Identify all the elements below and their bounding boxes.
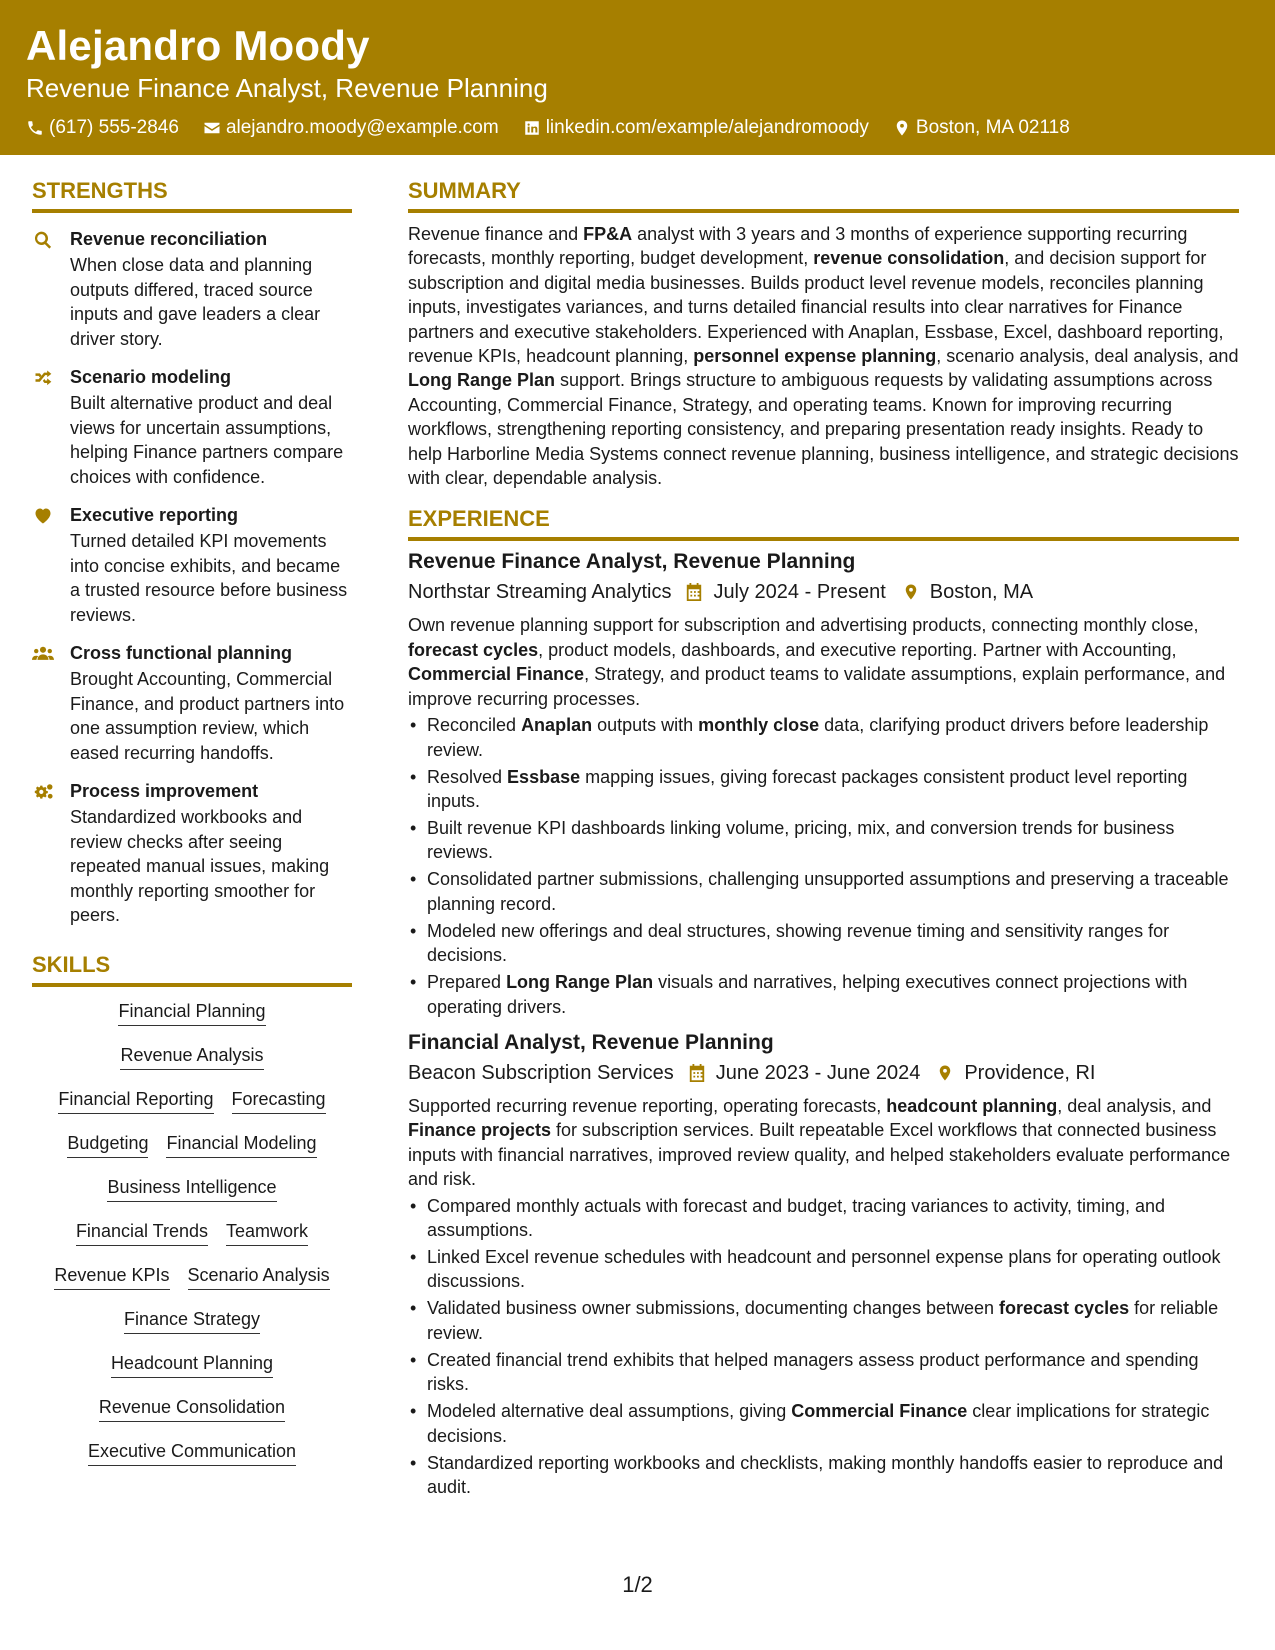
contact-location [893,116,1070,140]
skills-row [32,1263,352,1290]
skills-row [32,1395,352,1422]
skill-tag: Finance Strategy [124,1307,260,1334]
job-dates: June 2023 - June 2024 [715,1061,921,1084]
skill-tag: Executive Communication [88,1439,296,1466]
skill-tag: Financial Modeling [166,1131,316,1158]
strength-title: Process improvement [70,781,259,801]
phone-text: (617) 555-2846 [49,117,179,138]
text-run: Linked Excel revenue schedules with headcount and personnel expense plans for operating outlook discussions. [427,1246,1221,1292]
job-bullet [408,1451,1239,1500]
text-run: Modeled new offerings and deal structures, showing revenue timing and sensitivity ranges for decisions. [427,920,1170,966]
job-location: Boston, MA [929,581,1034,604]
job-description [408,613,1239,711]
job-bullet [408,970,1239,1019]
bold-text: revenue consolidation [813,248,1005,269]
strength-item [32,641,352,765]
job-bullet [408,1296,1239,1345]
skill-tag: Revenue KPIs [54,1263,169,1290]
text-run: Standardized reporting workbooks and checklists, making monthly handoffs easier to reproduce and audit. [427,1452,1224,1497]
skill-tag: Financial Trends [76,1219,208,1246]
skill-tag: Headcount Planning [111,1351,273,1378]
skills-row [32,1307,352,1334]
text-run: Validated business owner submissions, documenting changes between [427,1298,1000,1319]
linkedin-text: linkedin.com/example/alejandromoody [545,117,869,138]
job-entry [408,548,1239,1018]
skill-tag: Revenue Consolidation [99,1395,285,1422]
text-run: Revenue finance and [408,224,584,244]
skills-row [32,1131,352,1158]
summary-text [408,222,1239,490]
contact-bar [26,116,1249,140]
strength-title: Scenario modeling [70,367,232,387]
strength-item [32,503,352,627]
job-bullet [408,867,1239,916]
bold-text: forecast cycles [408,639,539,660]
text-run: Prepared [427,972,507,993]
text-run: for reliable review. [427,1298,1219,1343]
map-pin-icon [893,119,911,137]
text-run: Created financial trend exhibits that helped managers assess product performance and spending risks. [427,1349,1199,1395]
job-bullet [408,919,1239,968]
bold-text: Anaplan [521,715,593,736]
skill-tag: Business Intelligence [107,1175,276,1202]
text-run: Own revenue planning support for subscription and advertising products, connecting monthly close, [408,615,1199,636]
bold-text: Commercial Finance [408,664,585,685]
skills-row [32,1219,352,1246]
text-run: Supported recurring revenue reporting, operating forecasts, [408,1095,887,1116]
contact-phone[interactable] [26,116,179,140]
text-run: , product models, dashboards, and executive reporting. Partner with Accounting, [538,639,1177,660]
skills-row [32,1439,352,1466]
text-run: Reconciled [427,715,522,736]
job-company: Northstar Streaming Analytics [408,581,672,604]
text-run: , deal analysis, and [1057,1095,1212,1116]
strength-item [32,365,352,489]
strength-desc: When close data and planning outputs differed, traced source inputs and gave leaders a clear driver story. [70,255,321,349]
strength-desc: Turned detailed KPI movements into concise exhibits, and became a trusted resource before business reviews. [70,531,348,625]
job-meta [408,1059,1239,1087]
job-company: Beacon Subscription Services [408,1061,674,1084]
contact-linkedin[interactable] [523,116,869,140]
skills-row [32,999,352,1026]
bold-text: Commercial Finance [791,1401,968,1422]
job-meta [408,578,1239,606]
users-icon [32,644,54,664]
strength-item [32,779,352,928]
heart-icon [32,506,54,526]
skills-row [32,1175,352,1202]
bold-text: monthly close [698,715,820,736]
job-description [408,1094,1239,1192]
skills-row [32,1087,352,1114]
text-run: Resolved [427,766,508,787]
left-column [32,176,352,1483]
strength-desc: Standardized workbooks and review checks after seeing repeated manual issues, making monthly reporting smoother for peers. [70,807,330,925]
job-bullet [408,713,1239,762]
job-title: Revenue Finance Analyst, Revenue Planning [408,550,856,574]
bold-text: forecast cycles [999,1298,1130,1319]
experience-heading: EXPERIENCE [408,504,1239,541]
job-location: Providence, RI [964,1061,1096,1084]
bold-text: FP&A [583,224,633,244]
strength-title: Revenue reconciliation [70,229,268,249]
linkedin-icon [523,119,541,137]
text-run: data, clarifying product drivers before leadership review. [427,715,1209,760]
skills-list [32,999,352,1466]
phone-icon [26,119,44,137]
text-run: Built revenue KPI dashboards linking volume, pricing, mix, and conversion trends for business reviews. [427,817,1175,863]
job-bullet [408,1194,1239,1243]
skill-tag: Forecasting [232,1087,326,1114]
text-run: support. Brings structure to ambiguous requests by validating assumptions across Accounting, Commercial Finance, Strategy, and operating teams. Known for improving recurring workflows, strengthening reporting consistency, and preparing presentation ready insights. Ready to help Harborline Media Systems connect revenue planning, business intelligence, and strategic decisions with clear, dependable analysis. [408,370,1239,489]
text-run: Consolidated partner submissions, challenging unsupported assumptions and preserving a traceable planning record. [427,869,1229,914]
job-bullet [408,1348,1239,1397]
gears-icon [32,782,54,802]
job-title: Financial Analyst, Revenue Planning [408,1030,774,1054]
job-dates: July 2024 - Present [713,581,886,604]
skills-heading: SKILLS [32,950,352,987]
skills-row [32,1351,352,1378]
page-number: 1/2 [622,1572,653,1597]
job-bullet [408,816,1239,865]
contact-email[interactable] [203,116,499,140]
right-column [408,176,1239,1502]
skill-tag: Budgeting [67,1131,148,1158]
skill-tag: Revenue Analysis [120,1043,263,1070]
text-run: , Strategy, and product teams to validate assumptions, explain performance, and improve recurring processes. [408,664,1226,709]
text-run: Compared monthly actuals with forecast and budget, tracing variances to activity, timing, and assumptions. [427,1195,1166,1240]
skill-tag: Teamwork [226,1219,308,1246]
job-entry [408,1029,1239,1499]
strengths-heading: STRENGTHS [32,176,352,213]
candidate-title: Revenue Finance Analyst, Revenue Planning [26,73,548,103]
text-run: outputs with [592,715,699,736]
candidate-name: Alejandro Moody [26,22,370,69]
job-bullet [408,1399,1239,1448]
skills-row [32,1043,352,1070]
calendar-icon [685,582,703,602]
strength-item [32,227,352,351]
bold-text: Finance projects [408,1120,552,1141]
text-run: mapping issues, giving forecast packages consistent product level reporting inputs. [427,766,1188,811]
bold-text: Long Range Plan [506,972,654,993]
resume-header [0,0,1275,155]
text-run: , and decision support for subscription and digital media businesses. Builds product level revenue models, reconciles planning inputs, investigates variances, and turns detailed financial results into clear narratives for Finance partners and executive stakeholders. Experienced with Anaplan, Essbase, Excel, dashboard reporting, revenue KPIs, headcount planning, [408,248,1224,367]
bold-text: Long Range Plan [408,370,556,391]
map-pin-icon [902,582,920,602]
skill-tag: Scenario Analysis [188,1263,330,1290]
envelope-icon [203,119,221,137]
text-run: clear implications for strategic decisions. [427,1401,1210,1446]
strength-title: Cross functional planning [70,643,293,663]
job-bullet [408,765,1239,814]
email-text: alejandro.moody@example.com [225,117,499,138]
job-bullets [408,713,1239,1019]
bold-text: Essbase [507,766,581,787]
strength-desc: Built alternative product and deal views for uncertain assumptions, helping Finance partners compare choices with confidence. [70,393,344,487]
job-bullet [408,1245,1239,1294]
strength-desc: Brought Accounting, Commercial Finance, and product partners into one assumption review, which eased recurring handoffs. [70,669,345,763]
text-run: , scenario analysis, deal analysis, and [936,346,1239,367]
job-bullets [408,1194,1239,1500]
text-run: for subscription services. Built repeatable Excel workflows that connected business inputs with financial narratives, improved review quality, and helped stakeholders evaluate performance and risk. [408,1120,1231,1190]
bold-text: personnel expense planning [693,346,937,367]
text-run: Modeled alternative deal assumptions, giving [427,1401,792,1422]
skill-tag: Financial Planning [118,999,265,1026]
skill-tag: Financial Reporting [58,1087,213,1114]
location-text: Boston, MA 02118 [915,117,1070,138]
text-run: visuals and narratives, helping executives connect projections with operating drivers. [427,972,1188,1017]
text-run: analyst with 3 years and 3 months of experience supporting recurring forecasts, monthly reporting, budget development, [408,224,1188,269]
bold-text: headcount planning [886,1095,1058,1116]
shuffle-icon [32,368,54,388]
strength-title: Executive reporting [70,505,239,525]
calendar-icon [688,1063,706,1083]
map-pin-icon [936,1063,954,1083]
search-icon [32,230,54,250]
summary-heading: SUMMARY [408,176,1239,213]
